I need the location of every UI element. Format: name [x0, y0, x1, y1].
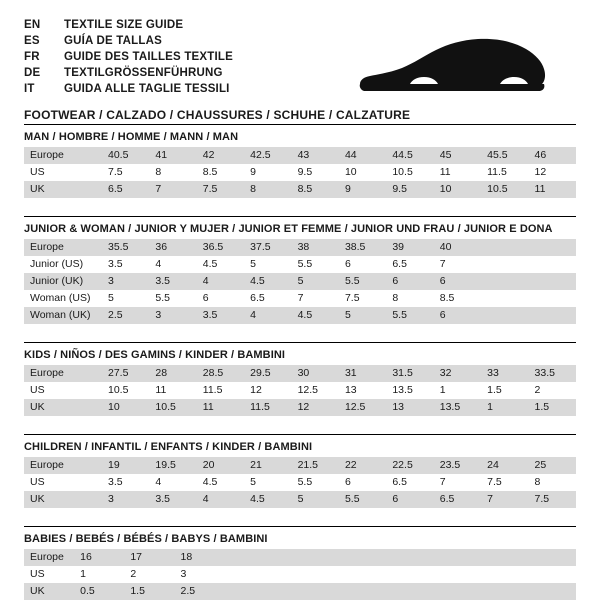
table-row: [24, 382, 576, 399]
cell: 37.5: [244, 239, 291, 256]
cell: [529, 239, 576, 256]
section-title: JUNIOR & WOMAN / JUNIOR Y MUJER / JUNIOR ET FEMME / JUNIOR UND FRAU / JUNIOR E DONA: [24, 223, 553, 235]
cell: 13: [344, 384, 357, 396]
size-table-junior-woman: [24, 239, 576, 324]
cell: 11: [439, 166, 451, 178]
table-row: [24, 399, 576, 416]
cell: 5.5: [386, 307, 433, 324]
cell: [325, 566, 375, 583]
cell: 8.5: [202, 166, 218, 178]
cell: 12: [292, 399, 339, 416]
size-table-kids: [24, 365, 576, 416]
cell: 40.5: [102, 147, 149, 164]
table-row: [24, 491, 576, 508]
row-label: US: [30, 384, 45, 396]
cell: 3.5: [149, 273, 196, 290]
cell: 5: [250, 258, 257, 270]
cell: 4: [244, 307, 291, 324]
cell: 45: [434, 147, 481, 164]
cell: 38.5: [339, 239, 386, 256]
cell: 10.5: [481, 181, 528, 198]
cell: 13.5: [434, 399, 481, 416]
cell: 43: [292, 147, 339, 164]
table-row: [24, 365, 576, 382]
cell: 36: [149, 239, 196, 256]
row-label: Junior (US): [30, 258, 84, 270]
cell: 6.5: [392, 258, 407, 270]
cell: 12: [250, 384, 262, 396]
cell: 0.5: [74, 583, 124, 600]
language-row: [24, 18, 233, 34]
cell: 33.5: [529, 365, 576, 382]
row-label: Junior (UK): [24, 273, 102, 290]
section-title: BABIES / BEBÉS / BÉBÉS / BABYS / BAMBINI: [24, 533, 268, 545]
cell: [275, 549, 325, 566]
cell: 6.5: [434, 491, 481, 508]
language-row: [24, 34, 233, 50]
cell: 4.5: [202, 476, 218, 488]
cell: 11: [155, 384, 167, 396]
cell: 12.5: [339, 399, 386, 416]
cell: 8: [244, 181, 291, 198]
cell: [481, 307, 528, 324]
cell: 45.5: [481, 147, 528, 164]
cell: 6.5: [392, 476, 407, 488]
cell: [476, 566, 526, 583]
cell: 8.5: [292, 181, 339, 198]
row-label: UK: [24, 399, 102, 416]
cell: 11.5: [202, 384, 223, 396]
row-label: Europe: [24, 549, 74, 566]
cell: 40: [434, 239, 481, 256]
table-row: [24, 474, 576, 491]
cell: 46: [529, 147, 576, 164]
row-label: UK: [24, 583, 74, 600]
cell: [425, 566, 475, 583]
table-row: [24, 457, 576, 474]
section-divider: [24, 434, 576, 435]
cell: 36.5: [197, 239, 244, 256]
cell: 5: [292, 491, 339, 508]
cell: 3: [102, 273, 149, 290]
cell: 10.5: [392, 166, 413, 178]
cell: 3.5: [149, 491, 196, 508]
cell: 19: [102, 457, 149, 474]
cell: 5.5: [297, 476, 313, 488]
cell: 21.5: [292, 457, 339, 474]
cell: 2: [130, 568, 137, 580]
cell: 22: [339, 457, 386, 474]
cell: 5.5: [155, 292, 170, 304]
cell: [529, 256, 576, 273]
language-row: [24, 50, 233, 66]
cell: [526, 566, 576, 583]
row-label: Woman (UK): [24, 307, 102, 324]
cell: 10.5: [108, 384, 129, 396]
cell: 35.5: [102, 239, 149, 256]
cell: [425, 549, 475, 566]
cell: [375, 549, 425, 566]
cell: [529, 273, 576, 290]
row-label: US: [30, 568, 45, 580]
row-label: US: [30, 166, 45, 178]
cell: [481, 239, 528, 256]
cell: 5: [292, 273, 339, 290]
cell: 12.5: [297, 384, 318, 396]
cell: 7: [481, 491, 528, 508]
cell: 20: [197, 457, 244, 474]
page-header: [24, 18, 576, 122]
cell: 18: [175, 549, 225, 566]
language-title: GUÍA DE TALLAS: [64, 35, 162, 47]
cell: 27.5: [102, 365, 149, 382]
section-title: CHILDREN / INFANTIL / ENFANTS / KINDER / BAMBINI: [24, 441, 313, 453]
cell: 39: [386, 239, 433, 256]
cell: 1: [439, 384, 446, 396]
cell: [225, 583, 275, 600]
cell: 6: [202, 292, 209, 304]
table-row: [24, 164, 576, 181]
cell: 4: [155, 476, 162, 488]
cell: 6.5: [102, 181, 149, 198]
table-row: [24, 147, 576, 164]
row-label: US: [30, 476, 45, 488]
cell: [275, 566, 325, 583]
cell: 38: [292, 239, 339, 256]
language-code: FR: [24, 51, 40, 63]
cell: 7.5: [197, 181, 244, 198]
cell: [481, 273, 528, 290]
cell: 4.5: [292, 307, 339, 324]
cell: [425, 583, 475, 600]
cell: 1.5: [124, 583, 174, 600]
cell: 7.5: [529, 491, 576, 508]
cell: 6: [344, 258, 351, 270]
cell: 23.5: [434, 457, 481, 474]
cell: 4: [197, 273, 244, 290]
cell: 4.5: [244, 491, 291, 508]
cell: [481, 256, 528, 273]
cell: 3: [149, 307, 196, 324]
section-kids: [24, 342, 576, 416]
category-heading: FOOTWEAR / CALZADO / CHAUSSURES / SCHUHE / CALZATURE: [24, 108, 411, 122]
table-row: [24, 307, 576, 324]
cell: 9.5: [386, 181, 433, 198]
cell: 3.5: [108, 258, 123, 270]
cell: 6: [344, 476, 351, 488]
cell: 6: [386, 273, 433, 290]
cell: 1: [80, 568, 87, 580]
cell: 42.5: [244, 147, 291, 164]
dress-shoe-icon: [358, 36, 548, 106]
cell: 5: [108, 292, 114, 304]
cell: 2.5: [102, 307, 149, 324]
cell: [529, 307, 576, 324]
cell: 2: [534, 384, 541, 396]
language-code: IT: [24, 83, 35, 95]
section-man: [24, 124, 576, 198]
section-junior-woman: [24, 216, 576, 324]
cell: [225, 566, 275, 583]
cell: 6: [434, 307, 481, 324]
cell: 30: [292, 365, 339, 382]
cell: [481, 290, 528, 307]
cell: 5: [339, 307, 386, 324]
section-babies: [24, 526, 576, 600]
cell: 7: [439, 476, 446, 488]
cell: 4: [155, 258, 162, 270]
section-divider: [24, 526, 576, 527]
row-label: UK: [24, 181, 102, 198]
cell: 9: [339, 181, 386, 198]
cell: 2.5: [175, 583, 225, 600]
cell: 11.5: [244, 399, 291, 416]
cell: 33: [481, 365, 528, 382]
cell: 1.5: [529, 399, 576, 416]
cell: [325, 583, 375, 600]
cell: 7.5: [344, 292, 360, 304]
section-divider: [24, 216, 576, 217]
section-title: KIDS / NIÑOS / DES GAMINS / KINDER / BAMBINI: [24, 349, 286, 361]
cell: 28.5: [197, 365, 244, 382]
cell: 17: [124, 549, 174, 566]
row-label: Woman (US): [30, 292, 91, 304]
cell: 4.5: [202, 258, 218, 270]
cell: 31.5: [386, 365, 433, 382]
cell: 22.5: [386, 457, 433, 474]
table-row: [24, 583, 576, 600]
cell: 4.5: [244, 273, 291, 290]
section-divider: [24, 342, 576, 343]
cell: 4: [197, 491, 244, 508]
section-title: MAN / HOMBRE / HOMME / MANN / MAN: [24, 131, 239, 143]
language-row: [24, 82, 233, 98]
table-row: [24, 239, 576, 256]
cell: 7: [149, 181, 196, 198]
cell: 3: [180, 568, 187, 580]
table-row: [24, 256, 576, 273]
cell: 6: [434, 273, 481, 290]
table-row: [24, 273, 576, 290]
cell: [526, 549, 576, 566]
cell: 11: [197, 399, 244, 416]
row-label: Europe: [24, 147, 102, 164]
cell: 29.5: [244, 365, 291, 382]
cell: 3.5: [108, 476, 123, 488]
language-title: GUIDA ALLE TAGLIE TESSILI: [64, 83, 230, 95]
cell: 3.5: [197, 307, 244, 324]
table-row: [24, 566, 576, 583]
cell: 21: [244, 457, 291, 474]
language-row: [24, 66, 233, 82]
cell: 19.5: [149, 457, 196, 474]
cell: [325, 549, 375, 566]
section-divider: [24, 124, 576, 125]
cell: 10.5: [149, 399, 196, 416]
cell: 16: [74, 549, 124, 566]
row-label: UK: [24, 491, 102, 508]
cell: [275, 583, 325, 600]
cell: 5.5: [297, 258, 313, 270]
cell: [225, 549, 275, 566]
cell: 7: [297, 292, 304, 304]
cell: 8: [155, 166, 162, 178]
cell: 5.5: [339, 273, 386, 290]
cell: 10: [434, 181, 481, 198]
table-row: [24, 290, 576, 307]
cell: 8.5: [439, 292, 455, 304]
cell: 32: [434, 365, 481, 382]
cell: 12: [534, 166, 547, 178]
language-title-list: [24, 18, 233, 98]
cell: 7.5: [108, 166, 123, 178]
cell: 5: [250, 476, 257, 488]
size-table-children: [24, 457, 576, 508]
cell: [375, 566, 425, 583]
cell: 13.5: [392, 384, 413, 396]
row-label: Europe: [24, 457, 102, 474]
row-label: Europe: [24, 239, 102, 256]
row-label: Europe: [24, 365, 102, 382]
cell: [476, 583, 526, 600]
section-children: [24, 434, 576, 508]
language-title: GUIDE DES TAILLES TEXTILE: [64, 51, 233, 63]
cell: 3: [102, 491, 149, 508]
cell: [529, 290, 576, 307]
language-code: DE: [24, 67, 41, 79]
cell: 6: [386, 491, 433, 508]
cell: 44: [339, 147, 386, 164]
cell: 44.5: [386, 147, 433, 164]
language-title: TEXTILGRÖSSENFÜHRUNG: [64, 67, 223, 79]
cell: 10: [344, 166, 357, 178]
size-table-babies: [24, 549, 576, 600]
language-code: ES: [24, 35, 40, 47]
language-code: EN: [24, 19, 41, 31]
table-row: [24, 549, 576, 566]
cell: 1.5: [487, 384, 502, 396]
cell: 13: [386, 399, 433, 416]
cell: 1: [481, 399, 528, 416]
cell: [476, 549, 526, 566]
cell: 7: [439, 258, 446, 270]
cell: 10: [102, 399, 149, 416]
cell: [526, 583, 576, 600]
language-title-list-body: [24, 18, 233, 98]
cell: 9: [250, 166, 257, 178]
cell: 9.5: [297, 166, 313, 178]
cell: 6.5: [250, 292, 265, 304]
cell: 5.5: [339, 491, 386, 508]
cell: 8: [534, 476, 541, 488]
cell: 11: [529, 181, 576, 198]
cell: 7.5: [487, 476, 502, 488]
cell: [375, 583, 425, 600]
cell: 31: [339, 365, 386, 382]
cell: 28: [149, 365, 196, 382]
size-table-man: [24, 147, 576, 198]
cell: 41: [149, 147, 196, 164]
language-title: TEXTILE SIZE GUIDE: [64, 19, 184, 31]
cell: 8: [392, 292, 399, 304]
cell: 11.5: [487, 166, 507, 178]
cell: 25: [529, 457, 576, 474]
cell: 24: [481, 457, 528, 474]
table-row: [24, 181, 576, 198]
cell: 42: [197, 147, 244, 164]
